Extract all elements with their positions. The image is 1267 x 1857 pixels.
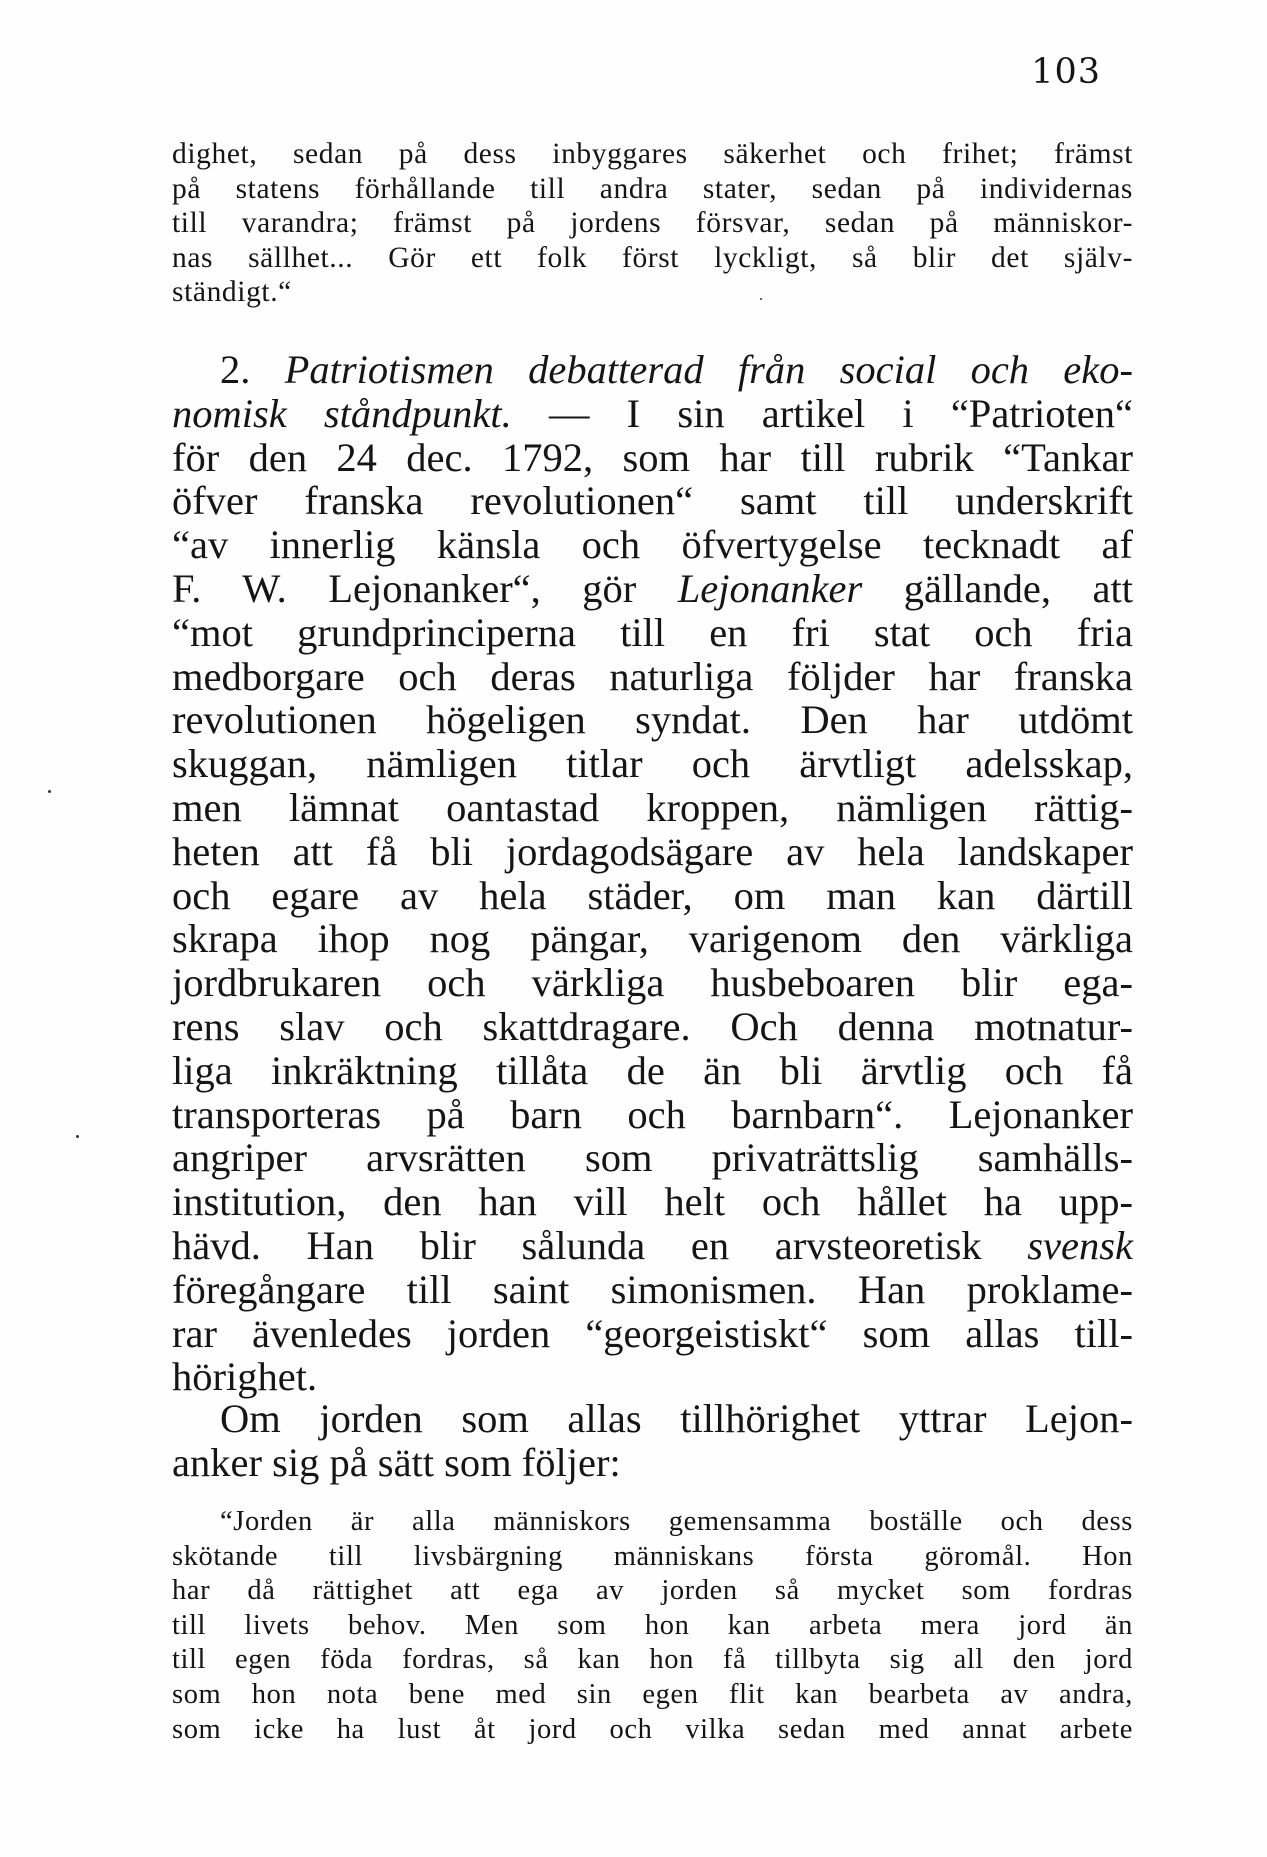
italic-word: svensk [1027,1222,1133,1268]
text-line: till livets behov. Men som hon kan arbeta mera jord än [172,1609,1133,1641]
text-line: anker sig på sätt som följer: [172,1439,621,1485]
text-line: skrapa ihop nog pängar, varigenom den värkliga [172,916,1133,962]
text-line: angriper arvsrätten som privaträttslig samhälls- [172,1135,1133,1181]
section-heading: Patriotismen debatterad från social och eko- [284,347,1133,392]
text-segment: gällande, att [862,565,1133,611]
text-line: dighet, sedan på dess inbyggares säkerhet och frihet; främst [172,138,1133,170]
text-line: hörighet. [172,1354,318,1400]
text-line: medborgare och deras naturliga följder har franska [172,653,1133,699]
text-line: till egen föda fordras, så kan hon få tillbyta sig all den jord [172,1644,1133,1676]
text-line: rens slav och skattdragare. Och denna motnatur- [172,1003,1133,1049]
text-line: ständigt.“ [172,276,292,309]
text-segment: hävd. Han blir sålunda en arvsteoretisk [172,1222,1028,1268]
intro-paragraph [172,1397,1133,1485]
ink-speck [760,298,762,300]
text-line: liga inkräktning tillåta de än bli ärvtlig och få [172,1047,1133,1093]
text-line: revolutionen högeligen syndat. Den har utdömt [172,697,1133,743]
text-line: har då rättighet att ega av jorden så mycket som fordras [172,1575,1133,1607]
text-line: “av innerlig känsla och öfvertygelse tecknadt af [172,522,1133,568]
text-line [172,1224,1133,1268]
text-line: till varandra; främst på jordens försvar, sedan på människor- [172,207,1133,240]
block-quote [172,1505,1133,1747]
section-heading-cont: nomisk ståndpunkt. [172,390,512,436]
ink-speck [48,790,51,793]
section-number: 2. [220,347,251,392]
text-line: rar ävenledes jorden “georgeistiskt“ som allas till- [172,1310,1133,1356]
text-line: jordbrukaren och värkliga husbeboaren blir ega- [172,960,1133,1006]
text-line: som hon nota bene med sin egen flit kan bearbeta av andra, [172,1678,1133,1710]
text-line: föregångare till saint simonismen. Han proklame- [172,1266,1133,1312]
text-line: och egare av hela städer, om man kan därtill [172,872,1133,918]
section-heading-line [172,348,1133,392]
text-line: men lämnat oantastad kroppen, nämligen rättig- [172,784,1133,830]
text-line: för den 24 dec. 1792, som har till rubrik “Tankar [172,434,1133,480]
text-line: “mot grundprinciperna till en fri stat och fria [172,609,1133,655]
text-line: som icke ha lust åt jord och vilka sedan med annat arbete [172,1713,1133,1745]
ink-speck [76,1135,79,1138]
text-line: skötande till livsbärgning människans första göromål. Hon [172,1540,1133,1572]
text-line: Om jorden som allas tillhörighet yttrar Lejon- [220,1396,1133,1441]
text-segment: — I sin artikel i “Patrioten“ [511,390,1133,436]
quote-continuation [172,137,1133,310]
text-line: heten att få bli jordagodsägare av hela landskaper [172,828,1133,874]
text-line: institution, den han vill helt och hållet ha upp- [172,1179,1133,1225]
text-line: nas sällhet... Gör ett folk först lyckligt, så blir det själv- [172,241,1133,274]
page-number: 103 [1031,52,1101,92]
section-paragraph [172,348,1133,1399]
text-line: “Jorden är alla människors gemensamma boställe och dess [220,1506,1133,1537]
text-line: skuggan, nämligen titlar och ärvtligt adelsskap, [172,741,1133,787]
text-line [172,392,1133,436]
text-segment: F. W. Lejonanker“, gör [172,565,678,611]
text-line [172,567,1133,611]
text-line: transporteras på barn och barnbarn“. Lejonanker [172,1091,1133,1137]
text-line: på statens förhållande till andra stater, sedan på individernas [172,172,1133,205]
italic-name: Lejonanker [677,565,863,611]
text-line: öfver franska revolutionen“ samt till underskrift [172,478,1133,524]
